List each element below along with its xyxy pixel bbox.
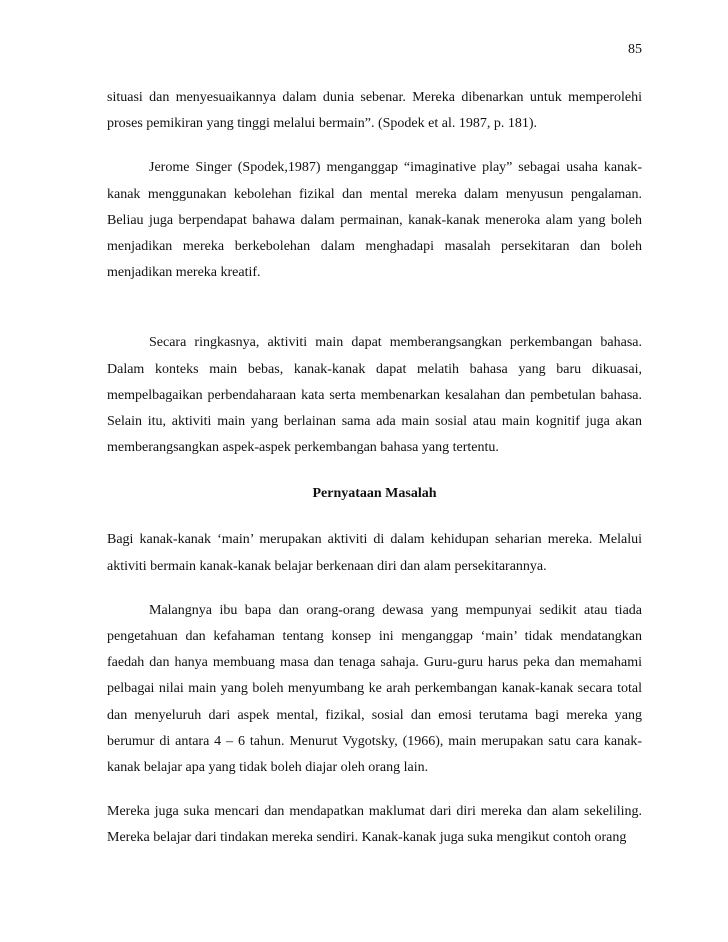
- paragraph-4: Bagi kanak-kanak ‘main’ merupakan aktiviti di dalam kehidupan seharian mereka. Melalui aktiviti bermain kanak-kanak belajar berkenaan diri dan alam persekitarannya.: [107, 532, 642, 574]
- paragraph-6: Mereka juga suka mencari dan mendapatkan maklumat dari diri mereka dan alam sekeliling. Mereka belajar dari tindakan mereka sendiri. Kanak-kanak juga suka mengikut contoh orang: [107, 804, 642, 846]
- page-number: 85: [628, 42, 642, 57]
- section-heading: Pernyataan Masalah: [312, 486, 437, 502]
- paragraph-5: Malangnya ibu bapa dan orang-orang dewasa yang mempunyai sedikit atau tiada pengetahuan dan kefahaman tentang konsep ini menganggap ‘main’ tidak mendatangkan faedah dan hanya membuang masa dan tenaga sahaja. Guru-guru harus peka dan memahami pelbagai nilai main yang boleh menyumbang ke arah perkembangan kanak-kanak secara total dan menyeluruh dari aspek mental, fizikal, sosial dan emosi terutama bagi mereka yang berumur di antara 4 – 6 tahun. Menurut Vygotsky, (1966), main merupakan satu cara kanak-kanak belajar apa yang tidak boleh diajar oleh orang lain.: [107, 602, 642, 776]
- paragraph-2: Jerome Singer (Spodek,1987) menganggap “imaginative play” sebagai usaha kanak-kanak menggunakan kebolehan fizikal dan mental mereka dalam menyusun pengalaman. Beliau juga berpendapat bahawa dalam permainan, kanak-kanak meneroka alam yang boleh menjadikan mereka berkebolehan dalam menghadapi masalah persekitaran dan boleh menjadikan mereka kreatif.: [107, 160, 642, 281]
- paragraph-1: situasi dan menyesuaikannya dalam dunia sebenar. Mereka dibenarkan untuk memperolehi proses pemikiran yang tinggi melalui bermain”. (Spodek et al. 1987, p. 181).: [107, 90, 642, 132]
- document-body: [107, 85, 642, 852]
- paragraph-3: Secara ringkasnya, aktiviti main dapat memberangsangkan perkembangan bahasa. Dalam konteks main bebas, kanak-kanak dapat melatih bahasa yang baru dikuasai, mempelbagaikan perbendaharaan kata serta membenarkan kesalahan dan pembetulan bahasa. Selain itu, aktiviti main yang berlainan sama ada main sosial atau main kognitif juga akan memberangsangkan aspek-aspek perkembangan bahasa yang tertentu.: [107, 335, 642, 456]
